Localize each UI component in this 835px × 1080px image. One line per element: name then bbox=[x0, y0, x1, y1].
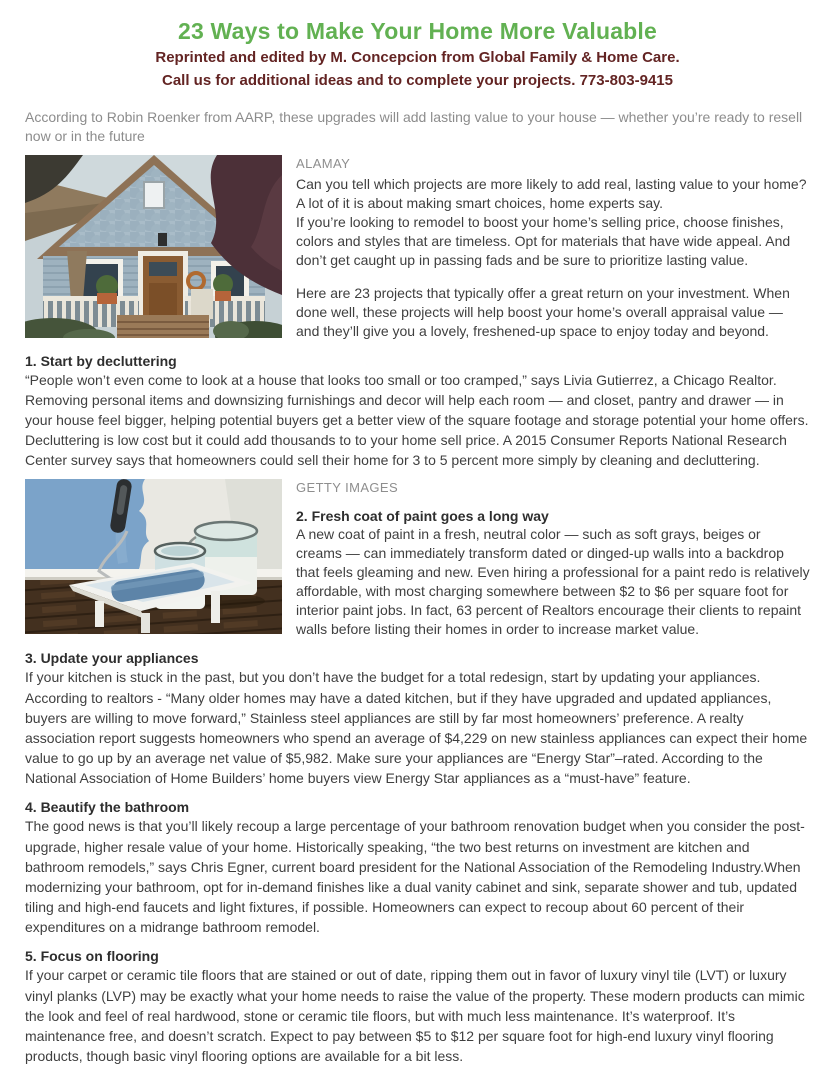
photo-credit-alamay: ALAMAY bbox=[296, 156, 351, 172]
alamay-text-column bbox=[296, 155, 810, 341]
section-1-body: “People won’t even come to look at a house that looks too small or too cramped,” says Livia Gutierrez, a Chicago Realtor. Removing personal items and downsizing furnishings and decor will help each room — and closet, pantry and drawer — in your house feel bigger, helping potential buyers get a better view of the square footage and storage potential your home offers. Decluttering is low cost but it could add thousands to to your home sell price. A 2015 Consumer Reports National Research Center survey says that homeowners could sell their home for 3 to 5 percent more simply by cleaning and decluttering. bbox=[25, 371, 809, 469]
section-5-heading: 5. Focus on flooring bbox=[25, 948, 159, 965]
section-bathroom bbox=[25, 799, 810, 937]
paint-row bbox=[25, 479, 810, 639]
section-3-heading: 3. Update your appliances bbox=[25, 650, 199, 667]
section-3-body: If your kitchen is stuck in the past, but you don’t have the budget for a total redesign, start by updating your appliances. According to realtors - “Many older homes may have a dated kitchen, but if they have upgraded and updated appliances, buyers are willing to move forward,” Stainless steel appliances are still by far most homeowners’ preference. A realty association report suggests homeowners who spend an average of $4,229 on new stainless appliances can expect their home value to go up by an average net value of $5,982. Make sure your appliances are “Energy Star”–rated. According to the National Association of Home Builders’ home buyers view Energy Star appliances as a “must-have” feature. bbox=[25, 669, 808, 787]
section-4-heading: 4. Beautify the bathroom bbox=[25, 799, 190, 816]
section-2-body: A new coat of paint in a fresh, neutral color — such as soft grays, beiges or creams — can immediately transform dated or dinged-up walls into a backdrop that feels gleaming and new. Even hiring a professional for a paint redo is relatively affordable, with most charging somewhere between $2 to $6 per square foot for interior paint jobs. In fact, 63 percent of Realtors encourage their clients to repaint walls before listing their homes in order to increase market value. bbox=[296, 526, 810, 638]
paint-photo bbox=[25, 479, 282, 634]
alamay-paragraph-3: Here are 23 projects that typically offer a great return on your investment. When done well, these projects will help boost your home’s overall appraisal value — and they’ll give you a lovely, freshened-up space to enjoy today and beyond. bbox=[296, 285, 790, 340]
call-to-action-line: Call us for additional ideas and to complete your projects. 773-803-9415 bbox=[162, 71, 673, 89]
house-row bbox=[25, 155, 810, 341]
byline: Reprinted and edited by M. Concepcion from Global Family & Home Care. bbox=[155, 49, 680, 66]
section-decluttering bbox=[25, 353, 810, 471]
section-flooring bbox=[25, 948, 810, 1066]
section-2-heading: 2. Fresh coat of paint goes a long way bbox=[296, 508, 549, 525]
alamay-paragraph-2: If you’re looking to remodel to boost your home’s selling price, choose finishes, colors and styles that are timeless. Opt for materials that have wide appeal. And don’t get caught up in passing fads and be sure to prioritize lasting value. bbox=[296, 214, 791, 269]
photo-credit-getty: GETTY IMAGES bbox=[296, 480, 399, 496]
house-photo-illustration bbox=[25, 155, 282, 338]
intro-paragraph: According to Robin Roenker from AARP, these upgrades will add lasting value to your house — whether you’re ready to resell now or in the future bbox=[25, 108, 803, 145]
section-4-body: The good news is that you’ll likely recoup a large percentage of your bathroom renovation budget when you consider the post-upgrade, higher resale value of your home. Historically speaking, “the two best returns on investment are kitchen and bathroom remodels,” says Chris Egner, current board president for the National Association of the Remodeling Industry.When modernizing your bathroom, opt for in-demand finishes like a dual vanity cabinet and sink, separate shower and tub, updated tiling and high-end faucets and light fixtures, if possible. Homeowners can expect to recoup about 60 percent of their expenditures on a midrange bathroom remodel. bbox=[25, 818, 805, 936]
alamay-paragraph-1: Can you tell which projects are more likely to add real, lasting value to your home? A lot of it is about making smart choices, home experts say. bbox=[296, 176, 807, 212]
section-5-body: If your carpet or ceramic tile floors that are stained or out of date, ripping them out in favor of luxury vinyl tile (LVT) or luxury vinyl planks (LVP) may be exactly what your home needs to raise the value of the property. These modern products can mimic the look and feel of real hardwood, stone or ceramic tile floors, but with much less maintenance. It’s waterproof. It’s maintenance free, and doesn’t scratch. Expect to pay between $5 to $12 per square foot for high-end luxury vinyl flooring products, though basic vinyl flooring options are available for a bit less. bbox=[25, 967, 805, 1064]
getty-text-column bbox=[296, 479, 810, 639]
page-title: 23 Ways to Make Your Home More Valuable bbox=[177, 18, 658, 44]
section-appliances bbox=[25, 650, 810, 788]
section-1-heading: 1. Start by decluttering bbox=[25, 352, 177, 369]
house-photo bbox=[25, 155, 282, 338]
document-header bbox=[25, 18, 810, 91]
paint-photo-illustration bbox=[25, 479, 282, 634]
